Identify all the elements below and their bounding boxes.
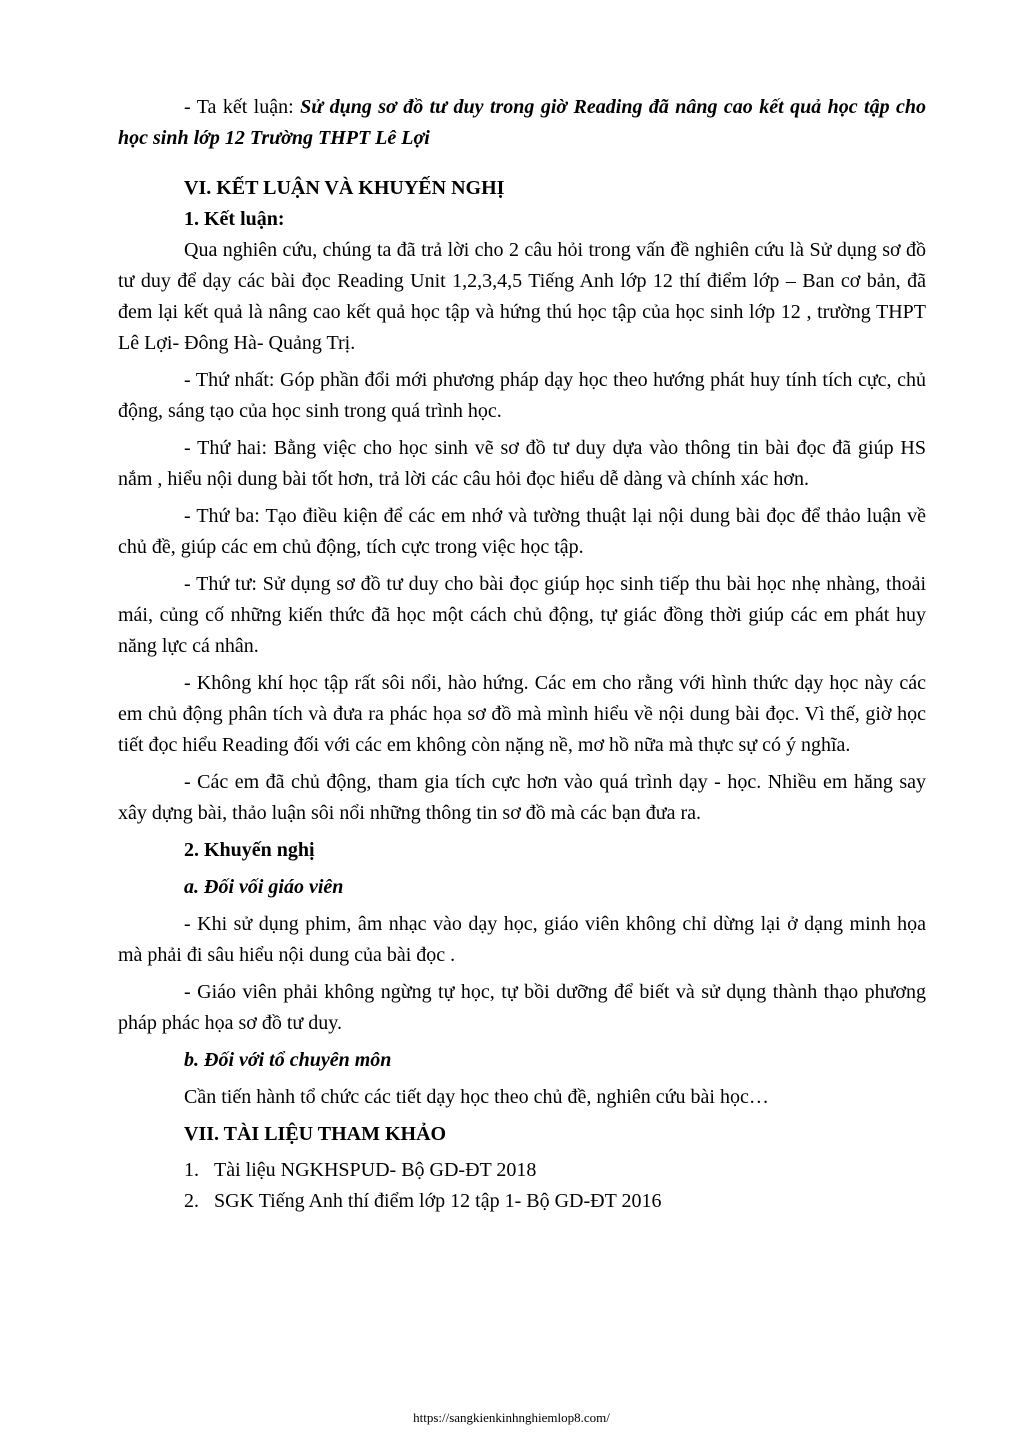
department-recommendation-heading: b. Đối với tổ chuyên môn [184, 1049, 392, 1071]
footer-url[interactable]: https://sangkienkinhnghiemlop8.com/ [413, 1410, 610, 1425]
teacher-recommendation-1: - Khi sử dụng phim, âm nhạc vào dạy học, giáo viên không chỉ dừng lại ở dạng minh họa mà phải đi sâu hiểu nội dung của bài đọc . [118, 913, 926, 966]
paragraph-third-point: - Thứ ba: Tạo điều kiện để các em nhớ và tường thuật lại nội dung bài đọc để thảo luận về chủ đề, giúp các em chủ động, tích cực trong việc học tập. [118, 505, 926, 558]
reference-list [118, 1155, 926, 1217]
reference-item [184, 1155, 926, 1186]
conclusion-emphasis: Sử dụng sơ đồ tư duy trong giờ Reading đã nâng cao kết quả học tập cho học sinh lớp 12 Trường THPT Lê Lợi [118, 96, 926, 149]
reference-number: 1. [184, 1159, 199, 1181]
section-7-heading: VII. TÀI LIỆU THAM KHẢO [184, 1123, 447, 1145]
reference-text: SGK Tiếng Anh thí điểm lớp 12 tập 1- Bộ GD-ĐT 2016 [214, 1190, 662, 1212]
document-page [118, 92, 926, 1217]
teacher-recommendation-2: - Giáo viên phải không ngừng tự học, tự bồi dưỡng để biết và sử dụng thành thạo phương pháp phác họa sơ đồ tư duy. [118, 981, 926, 1034]
paragraph-research-summary: Qua nghiên cứu, chúng ta đã trả lời cho 2 câu hỏi trong vấn đề nghiên cứu là Sử dụng sơ đồ tư duy để dạy các bài đọc Reading Unit 1,2,3,4,5 Tiếng Anh lớp 12 thí điểm lớp – Ban cơ bản, đã đem lại kết quả là nâng cao kết quả học tập và hứng thú học tập của học sinh lớp 12 , trường THPT Lê Lợi- Đông Hà- Quảng Trị. [118, 239, 926, 354]
paragraph-second-point: - Thứ hai: Bằng việc cho học sinh vẽ sơ đồ tư duy dựa vào thông tin bài đọc đã giúp HS nắm , hiểu nội dung bài tốt hơn, trả lời các câu hỏi đọc hiểu dễ dàng và chính xác hơn. [118, 437, 926, 490]
paragraph-atmosphere: - Không khí học tập rất sôi nổi, hào hứng. Các em cho rằng với hình thức dạy học này các em chủ động phân tích và đưa ra phác họa sơ đồ mà mình hiểu về nội dung bài đọc. Vì thế, giờ học tiết đọc hiểu Reading đối với các em không còn nặng nề, mơ hồ nữa mà thực sự có ý nghĩa. [118, 672, 926, 756]
subsection-conclusion-heading: 1. Kết luận: [184, 208, 285, 230]
teacher-recommendation-heading: a. Đối vối giáo viên [184, 876, 344, 898]
reference-number: 2. [184, 1190, 199, 1212]
subsection-recommendation-heading: 2. Khuyến nghị [184, 839, 315, 861]
reference-text: Tài liệu NGKHSPUD- Bộ GD-ĐT 2018 [214, 1159, 537, 1181]
reference-item [184, 1186, 926, 1217]
paragraph-first-point: - Thứ nhất: Góp phần đổi mới phương pháp dạy học theo hướng phát huy tính tích cực, chủ động, sáng tạo của học sinh trong quá trình học. [118, 369, 926, 422]
section-6-heading: VI. KẾT LUẬN VÀ KHUYẾN NGHỊ [184, 177, 505, 199]
conclusion-lead: - Ta kết luận: [184, 96, 301, 118]
conclusion-statement [118, 92, 926, 154]
paragraph-fourth-point: - Thứ tư: Sử dụng sơ đồ tư duy cho bài đọc giúp học sinh tiếp thu bài học nhẹ nhàng, thoải mái, củng cố những kiến thức đã học một cách chủ động, tự giác đồng thời giúp các em phát huy năng lực cá nhân. [118, 573, 926, 657]
department-recommendation-text: Cần tiến hành tổ chức các tiết dạy học theo chủ đề, nghiên cứu bài học… [184, 1086, 769, 1108]
paragraph-participation: - Các em đã chủ động, tham gia tích cực hơn vào quá trình dạy - học. Nhiều em hăng say xây dựng bài, thảo luận sôi nổi những thông tin sơ đồ mà các bạn đưa ra. [118, 771, 926, 824]
